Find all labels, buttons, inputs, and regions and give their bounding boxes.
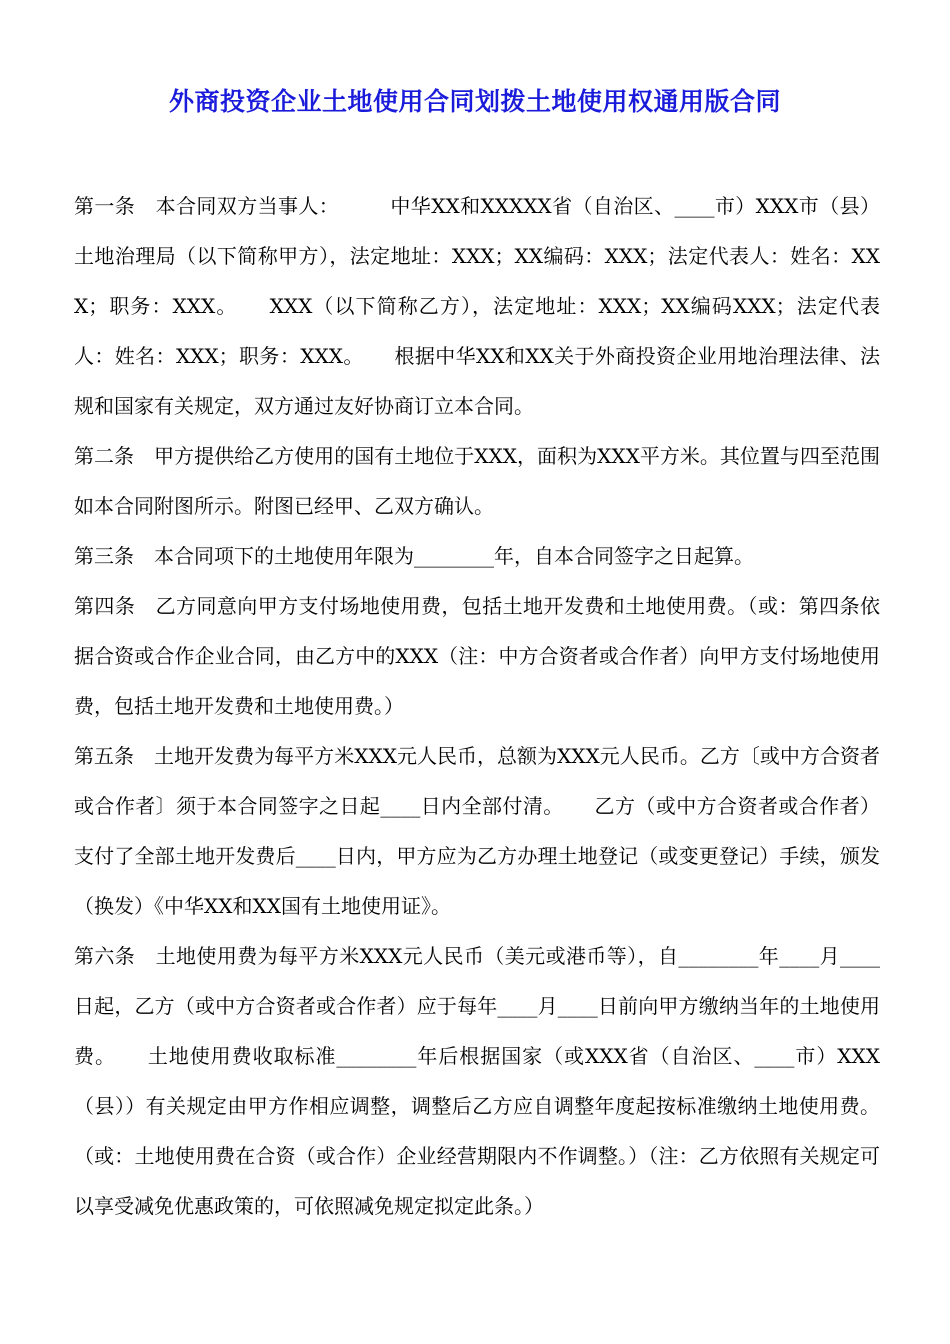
article-6-paragraph: 第六条 土地使用费为每平方米XXX元人民币（美元或港币等），自________年____月____日起，乙方（或中方合资者或合作者）应于每年____月____日前向甲方缴纳当年的土地使用费。 土地使用费收取标准________年后根据国家（或XXX省（自治区、____市）XXX（县））有关规定由甲方作相应调整，调整后乙方应自调整年度起按标准缴纳土地使用费。（或：土地使用费在合资（或合作）企业经营期限内不作调整。）（注：乙方依照有关规定可以享受减免优惠政策的，可依照减免规定拟定此条。） [74, 944, 880, 1218]
document-body [74, 181, 880, 1231]
document-title: 外商投资企业土地使用合同划拨土地使用权通用版合同 [168, 87, 781, 116]
article-5-paragraph: 第五条 土地开发费为每平方米XXX元人民币，总额为XXX元人民币。乙方〔或中方合资者或合作者〕须于本合同签字之日起____日内全部付清。 乙方（或中方合资者或合作者）支付了全部土地开发费后____日内，甲方应为乙方办理土地登记（或变更登记）手续，颁发（换发）《中华XX和XX国有土地使用证》。 [74, 744, 880, 918]
article-2-paragraph: 第二条 甲方提供给乙方使用的国有土地位于XXX，面积为XXX平方米。其位置与四至范围如本合同附图所示。附图已经甲、乙双方确认。 [74, 444, 880, 518]
article-3-paragraph: 第三条 本合同项下的土地使用年限为________年，自本合同签字之日起算。 [74, 544, 754, 568]
article-1-paragraph: 第一条 本合同双方当事人： 中华XX和XXXXX省（自治区、____市）XXX市（县）土地治理局（以下简称甲方），法定地址：XXX；XX编码：XXX；法定代表人：姓名：XXX；职务：XXX。 XXX（以下简称乙方），法定地址：XXX；XX编码XXX；法定代表人：姓名：XXX；职务：XXX。 根据中华XX和XX关于外商投资企业用地治理法律、法规和国家有关规定，双方通过友好协商订立本合同。 [74, 194, 880, 418]
article-4-paragraph: 第四条 乙方同意向甲方支付场地使用费，包括土地开发费和土地使用费。（或：第四条依据合资或合作企业合同，由乙方中的XXX（注：中方合资者或合作者）向甲方支付场地使用费，包括土地开发费和土地使用费。） [74, 594, 880, 718]
